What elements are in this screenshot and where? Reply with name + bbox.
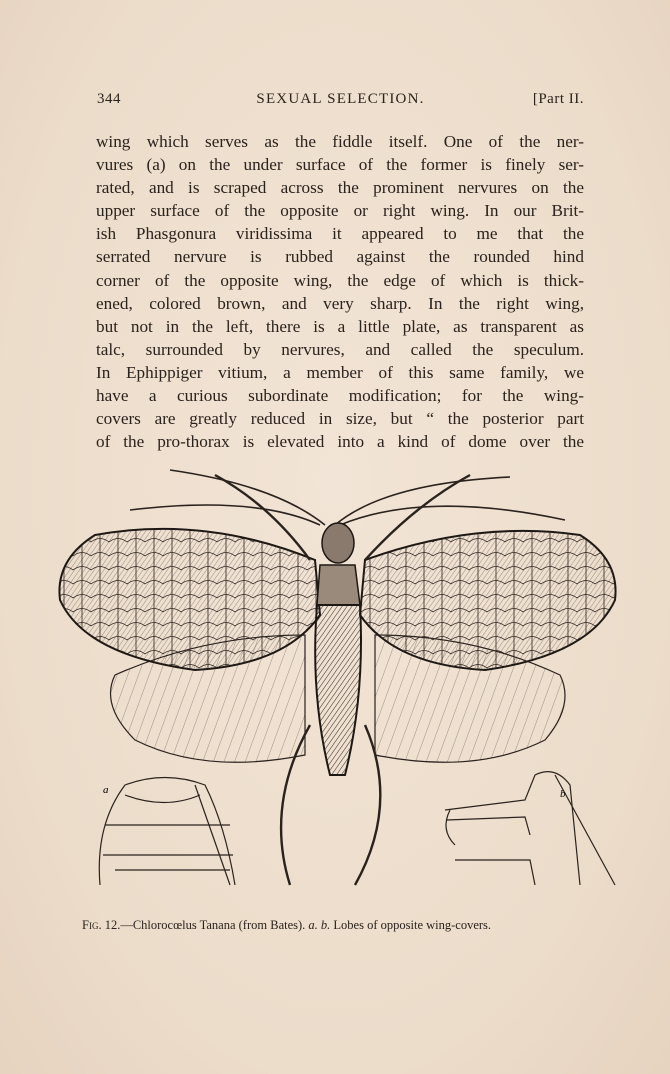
figure-label-a: a	[103, 784, 109, 796]
text-line: ened, colored brown, and very sharp. In the right wing,	[96, 293, 584, 313]
text-line: of the pro-thorax is elevated into a kind of dome over the	[96, 432, 584, 452]
body-paragraph	[96, 130, 584, 453]
caption-description: Lobes of opposite wing-covers.	[333, 918, 492, 932]
running-header	[97, 91, 584, 113]
text-line: ish Phasgonura viridissima it appeared to me that the	[96, 224, 584, 244]
text-line: talc, surrounded by nervures, and called the speculum.	[96, 339, 584, 359]
text-line: covers are greatly reduced in size, but “ the posterior part	[96, 409, 584, 429]
caption-fig-number: Fig. 12.	[82, 918, 121, 932]
text-line: rated, and is scraped across the prominent nervures on the	[96, 178, 584, 198]
part-label: [Part II.	[532, 91, 584, 107]
text-line: vures (a) on the under surface of the former is finely ser-	[96, 155, 584, 175]
detail-lobe-a	[99, 778, 235, 886]
antennae	[130, 470, 565, 525]
running-title: SEXUAL SELECTION.	[256, 91, 425, 107]
text-line: upper surface of the opposite or right wing. In our Brit-	[96, 201, 584, 221]
page-number: 344	[97, 91, 121, 107]
text-line: have a curious subordinate modification; for the wing-	[96, 386, 584, 406]
figure-label-b: b	[560, 788, 566, 800]
katydid-illustration	[55, 465, 625, 905]
text-line: but not in the left, there is a little plate, as transparent as	[96, 316, 584, 336]
insect-body	[315, 523, 361, 775]
text-line: serrated nervure is rubbed against the rounded hind	[96, 247, 584, 267]
caption-letters: a. b.	[308, 918, 331, 932]
text-line: wing which serves as the fiddle itself. One of the ner-	[96, 132, 584, 151]
figure-caption	[82, 918, 582, 933]
text-line: In Ephippiger vitium, a member of this same family, we	[96, 362, 584, 382]
caption-title: —Chlorocœlus Tanana (from Bates).	[120, 918, 306, 932]
detail-lobe-b	[445, 772, 615, 885]
text-line: corner of the opposite wing, the edge of which is thick-	[96, 270, 584, 290]
